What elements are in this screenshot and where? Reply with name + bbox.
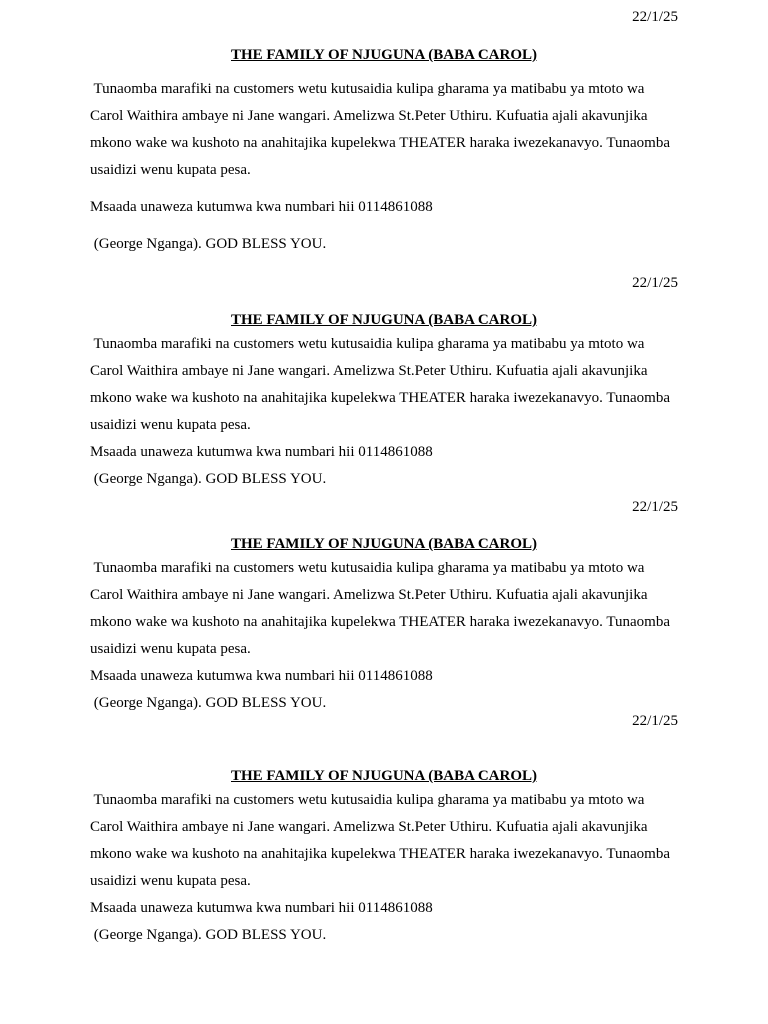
notice-title: THE FAMILY OF NJUGUNA (BABA CAROL) [231,312,537,328]
notice-date: 22/1/25 [632,9,678,25]
body-line: mkono wake wa kushoto na anahitajika kupelekwa THEATER haraka iwezekanavyo. Tunaomba [90,614,670,630]
notice-body [90,331,678,439]
notice-date: 22/1/25 [632,499,678,515]
notice-title: THE FAMILY OF NJUGUNA (BABA CAROL) [231,536,537,552]
notice-date: 22/1/25 [632,713,678,729]
body-line: mkono wake wa kushoto na anahitajika kupelekwa THEATER haraka iwezekanavyo. Tunaomba [90,846,670,862]
notice-contact: Msaada unaweza kutumwa kwa numbari hii 0114861088 [90,900,433,916]
notice [90,497,678,717]
notice-body [90,555,678,663]
notice-title: THE FAMILY OF NJUGUNA (BABA CAROL) [231,768,537,784]
notice-blessing: (George Nganga). GOD BLESS YOU. [90,236,327,252]
notice-date: 22/1/25 [632,275,678,291]
body-line: Carol Waithira ambaye ni Jane wangari. Amelizwa St.Peter Uthiru. Kufuatia ajali akavunjika [90,363,648,379]
notice-blessing: (George Nganga). GOD BLESS YOU. [90,927,327,943]
body-line: usaidizi wenu kupata pesa. [90,417,251,433]
notice-body [90,787,678,895]
notice-blessing: (George Nganga). GOD BLESS YOU. [90,695,327,711]
body-line: Carol Waithira ambaye ni Jane wangari. Amelizwa St.Peter Uthiru. Kufuatia ajali akavunjika [90,108,648,124]
body-line: Tunaomba marafiki na customers wetu kutusaidia kulipa gharama ya matibabu ya mtoto wa [90,336,645,352]
body-line: usaidizi wenu kupata pesa. [90,641,251,657]
body-line: usaidizi wenu kupata pesa. [90,162,251,178]
notice-contact: Msaada unaweza kutumwa kwa numbari hii 0114861088 [90,199,433,215]
notice [90,7,678,258]
body-line: Carol Waithira ambaye ni Jane wangari. Amelizwa St.Peter Uthiru. Kufuatia ajali akavunjika [90,819,648,835]
body-line: mkono wake wa kushoto na anahitajika kupelekwa THEATER haraka iwezekanavyo. Tunaomba [90,135,670,151]
body-line: Tunaomba marafiki na customers wetu kutusaidia kulipa gharama ya matibabu ya mtoto wa [90,792,645,808]
body-line: Carol Waithira ambaye ni Jane wangari. Amelizwa St.Peter Uthiru. Kufuatia ajali akavunjika [90,587,648,603]
notice [90,273,678,493]
notice-blessing: (George Nganga). GOD BLESS YOU. [90,471,327,487]
body-line: mkono wake wa kushoto na anahitajika kupelekwa THEATER haraka iwezekanavyo. Tunaomba [90,390,670,406]
notice-body [90,76,678,184]
notice-title: THE FAMILY OF NJUGUNA (BABA CAROL) [231,47,537,63]
body-line: Tunaomba marafiki na customers wetu kutusaidia kulipa gharama ya matibabu ya mtoto wa [90,560,645,576]
notice [90,711,678,949]
body-line: Tunaomba marafiki na customers wetu kutusaidia kulipa gharama ya matibabu ya mtoto wa [90,81,645,97]
notice-contact: Msaada unaweza kutumwa kwa numbari hii 0114861088 [90,444,433,460]
body-line: usaidizi wenu kupata pesa. [90,873,251,889]
notice-contact: Msaada unaweza kutumwa kwa numbari hii 0114861088 [90,668,433,684]
